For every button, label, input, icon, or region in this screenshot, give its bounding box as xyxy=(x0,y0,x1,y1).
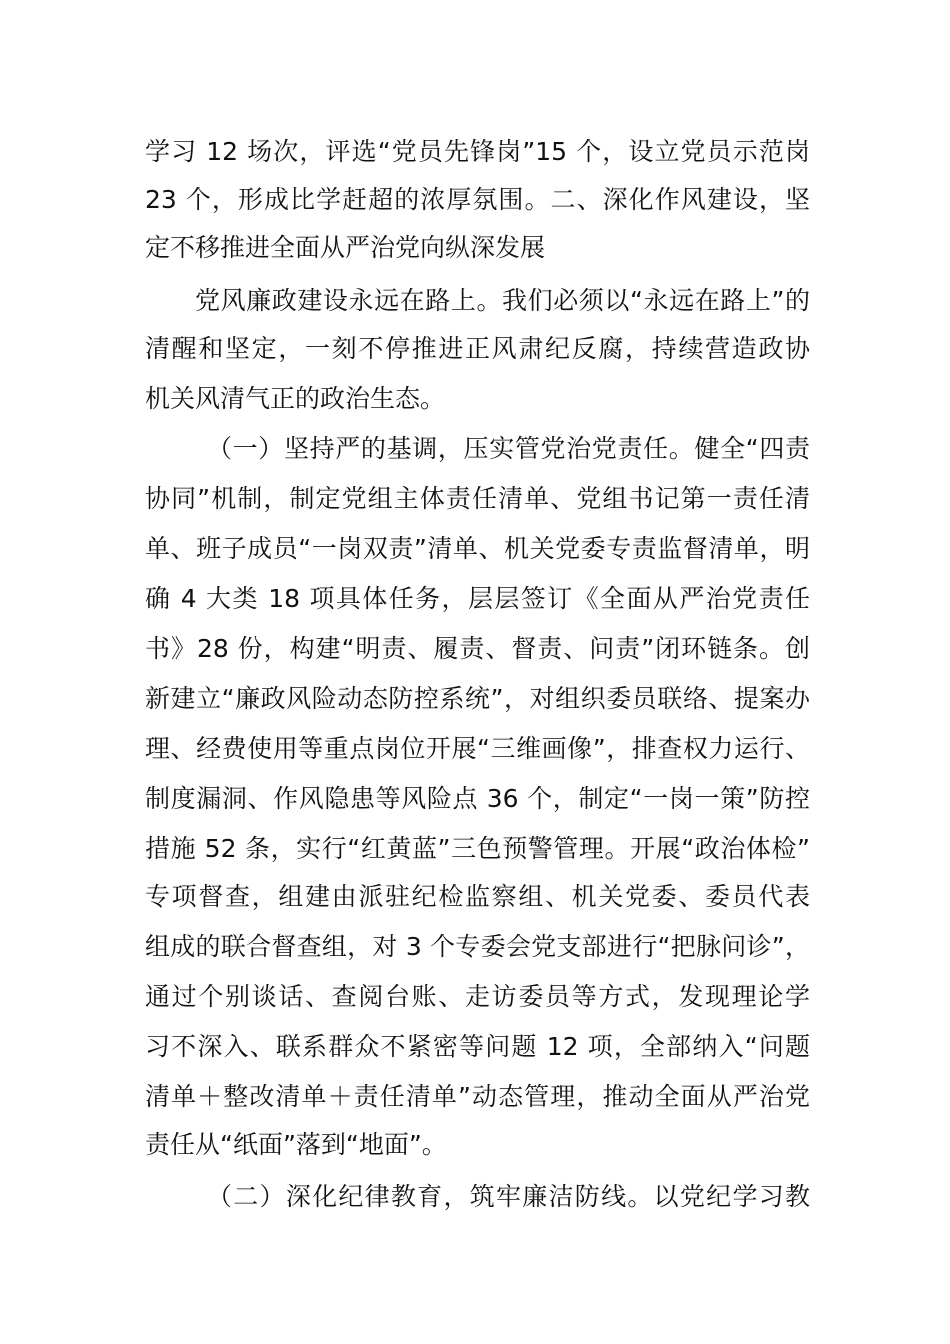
text-line: 书》28 份，构建“明责、履责、督责、问责”闭环链条。创 xyxy=(145,634,810,663)
section-heading-line: （一）坚持严的基调，压实管党治党责任。健全“四责 xyxy=(207,434,810,463)
text-line: 协同”机制，制定党组主体责任清单、党组书记第一责任清 xyxy=(145,484,810,513)
text-line: 机关风清气正的政治生态。 xyxy=(145,384,446,413)
text-line: 习不深入、联系群众不紧密等问题 12 项，全部纳入“问题 xyxy=(145,1032,810,1061)
text-line: 定不移推进全面从严治党向纵深发展 xyxy=(145,233,546,262)
text-line: 责任从“纸面”落到“地面”。 xyxy=(145,1130,447,1159)
text-line: 措施 52 条，实行“红黄蓝”三色预警管理。开展“政治体检” xyxy=(145,834,810,863)
text-line: 确 4 大类 18 项具体任务，层层签订《全面从严治党责任 xyxy=(145,584,810,613)
text-line: 新建立“廉政风险动态防控系统”，对组织委员联络、提案办 xyxy=(145,684,810,713)
section-heading-line: （二）深化纪律教育，筑牢廉洁防线。以党纪学习教 xyxy=(207,1182,810,1211)
text-line: 23 个，形成比学赶超的浓厚氛围。二、深化作风建设，坚 xyxy=(145,185,810,214)
text-line: 组成的联合督查组，对 3 个专委会党支部进行“把脉问诊”， xyxy=(145,932,810,961)
text-line: 学习 12 场次，评选“党员先锋岗”15 个，设立党员示范岗 xyxy=(145,137,810,166)
text-line: 专项督查，组建由派驻纪检监察组、机关党委、委员代表 xyxy=(145,882,810,911)
paragraph-first-line: 党风廉政建设永远在路上。我们必须以“永远在路上”的 xyxy=(195,286,810,315)
text-line: 理、经费使用等重点岗位开展“三维画像”，排查权力运行、 xyxy=(145,734,810,763)
text-line: 单、班子成员“一岗双责”清单、机关党委专责监督清单，明 xyxy=(145,534,810,563)
text-line: 制度漏洞、作风隐患等风险点 36 个，制定“一岗一策”防控 xyxy=(145,784,810,813)
text-line: 通过个别谈话、查阅台账、走访委员等方式，发现理论学 xyxy=(145,982,810,1011)
text-line: 清单＋整改清单＋责任清单”动态管理，推动全面从严治党 xyxy=(145,1082,810,1111)
text-line: 清醒和坚定，一刻不停推进正风肃纪反腐，持续营造政协 xyxy=(145,334,810,363)
